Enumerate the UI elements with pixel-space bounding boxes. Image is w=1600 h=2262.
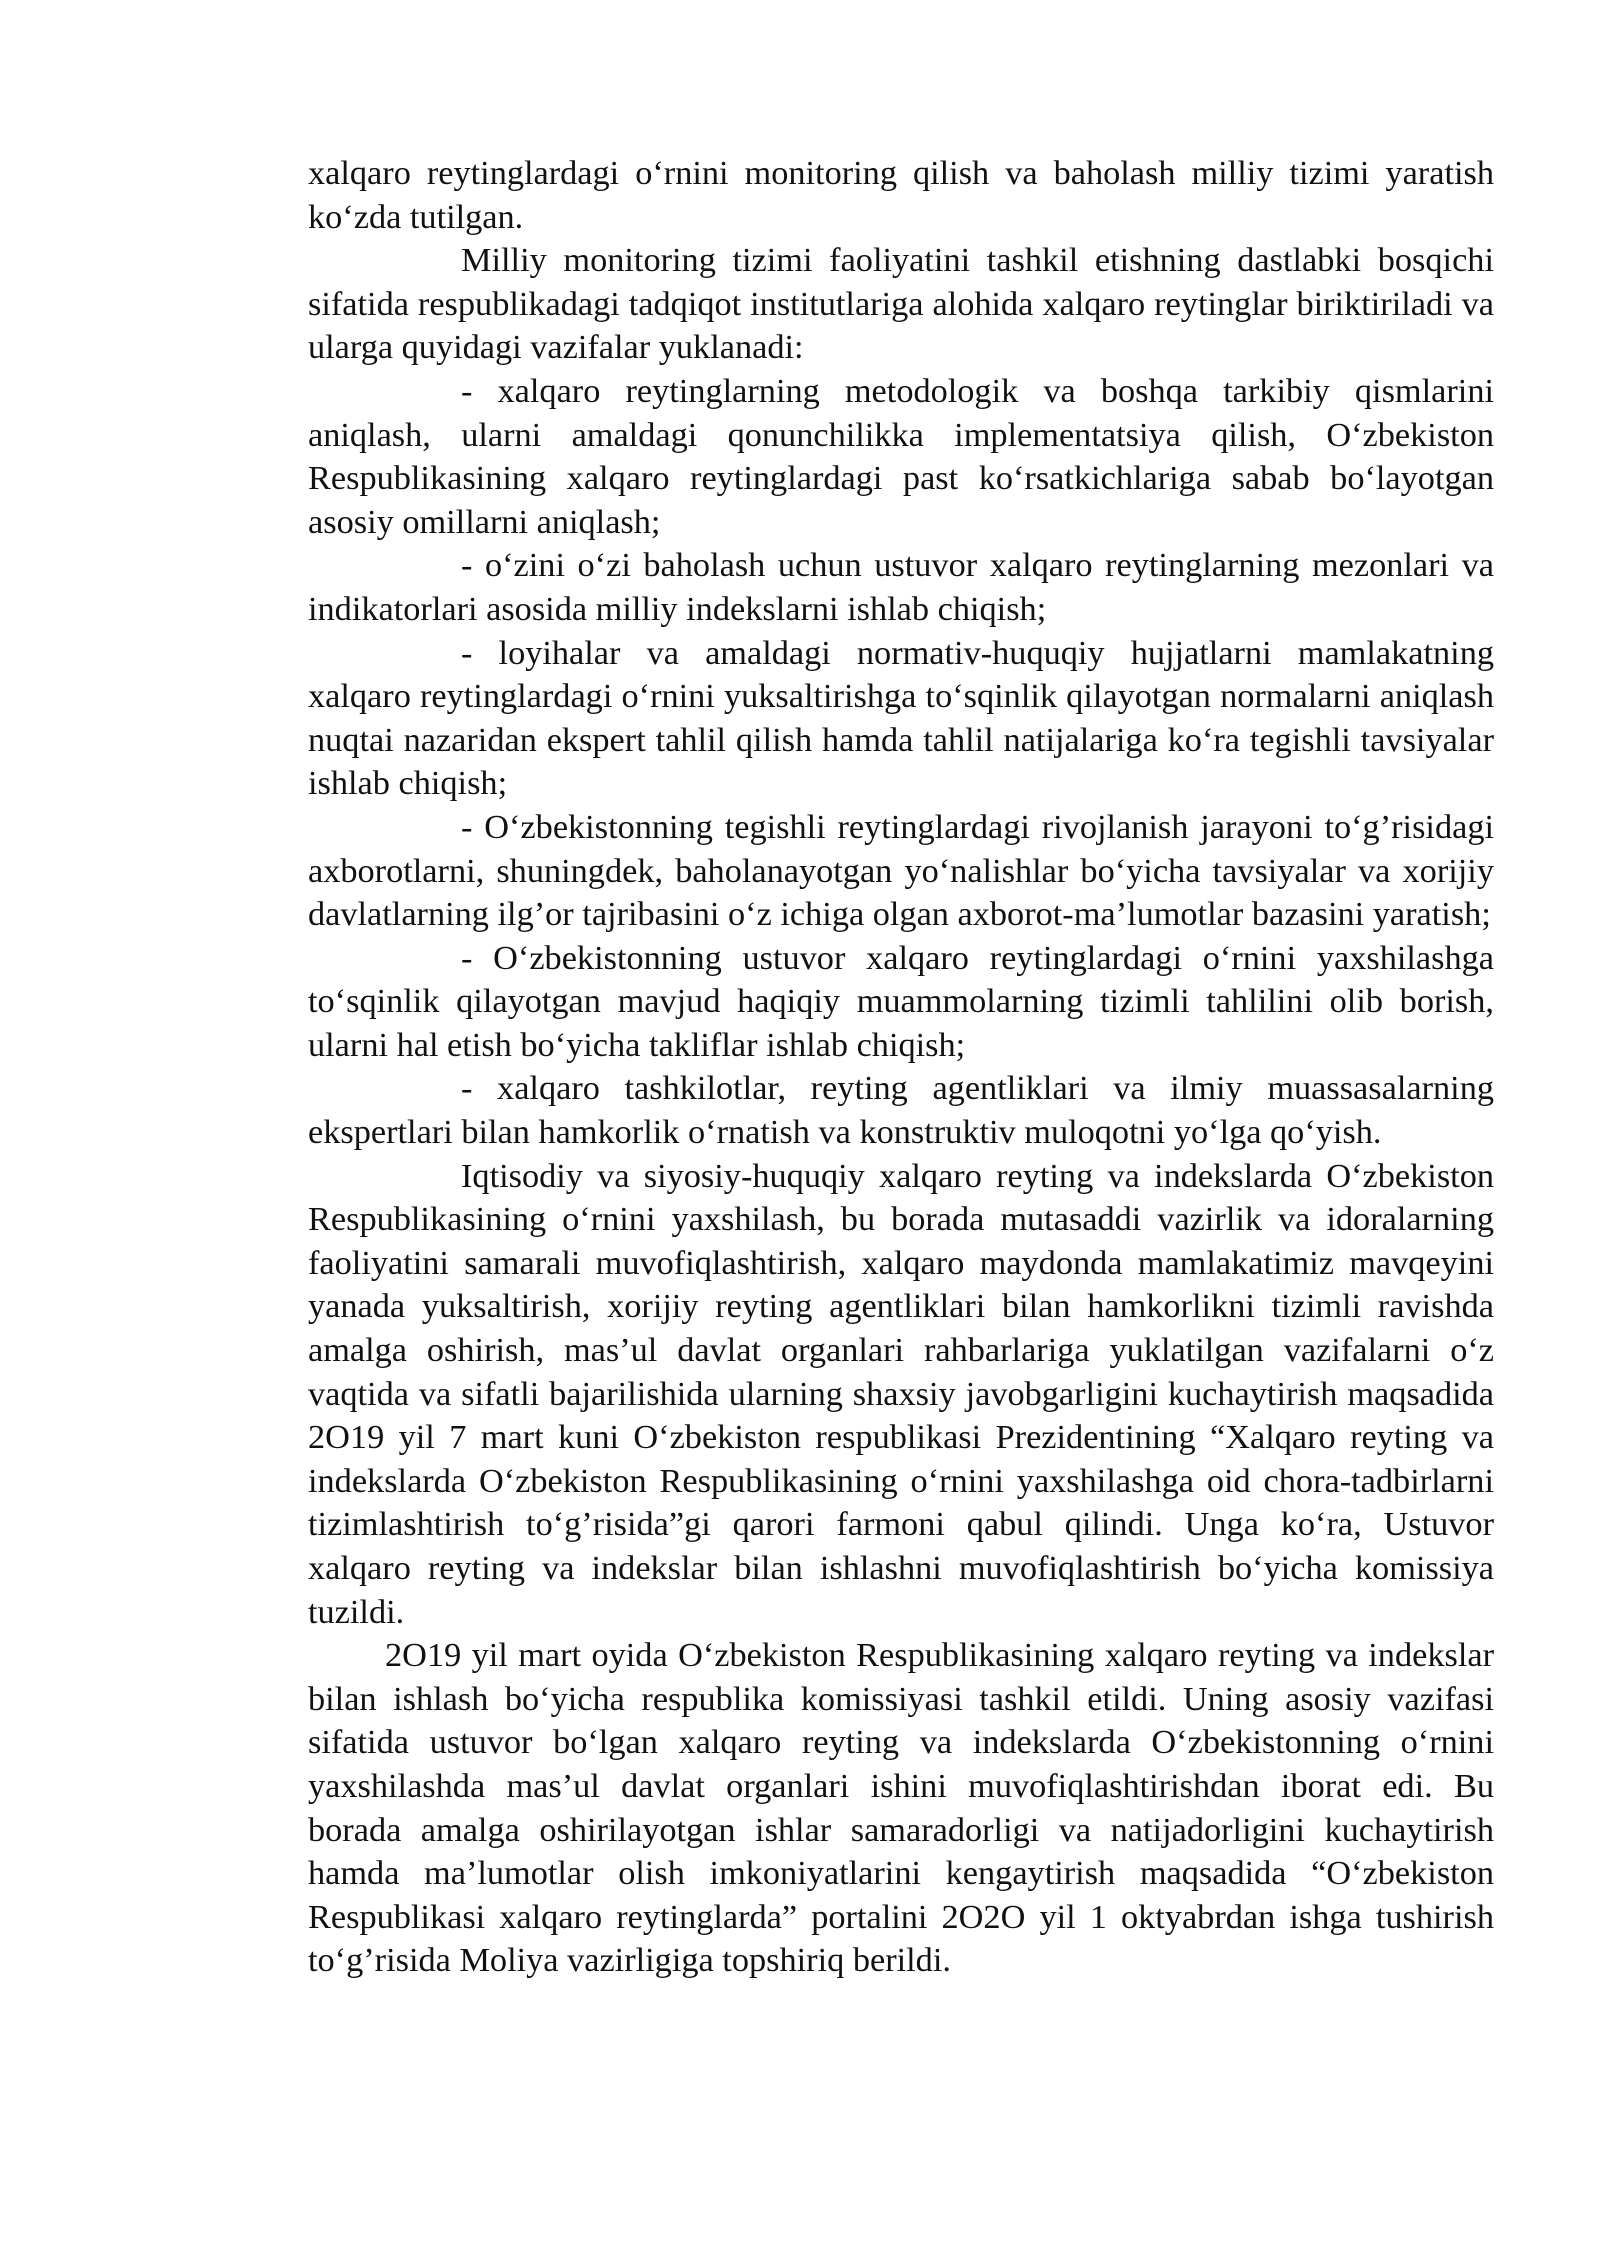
document-page (308, 152, 1494, 1983)
list-item-problem-analysis: - O‘zbekistonning ustuvor xalqaro reytinglardagi o‘rnini yaxshilashga to‘sqinlik qilayotgan mavjud haqiqiy muammolarning tizimli tahlilini olib borish, ularni hal etish bo‘yicha takliflar ishlab chiqish; (308, 938, 1494, 1064)
paragraph-decree: Iqtisodiy va siyosiy-huquqiy xalqaro reyting va indekslarda O‘zbekiston Respublikasining o‘rnini yaxshilash, bu borada mutasaddi vazirlik va idoralarning faoliyatini samarali muvofiqlashtirish, xalqaro maydonda mamlakatimiz mavqeyini yanada yuksaltirish, xorijiy reyting agentliklari bilan hamkorlikni tizimli ravishda amalga oshirish, mas’ul davlat organlari rahbarlariga yuklatilgan vazifalarni o‘z vaqtida va sifatli bajarilishida ularning shaxsiy javobgarligini kuchaytirish maqsadida 2O19 yil 7 mart kuni O‘zbekiston respublikasi Prezidentining “Xalqaro reyting va indekslarda O‘zbekiston Respublikasining o‘rnini yaxshilashga oid chora-tadbirlarni tizimlashtirish to‘g’risida”gi qarori farmoni qabul qilindi. Unga ko‘ra, Ustuvor xalqaro reyting va indekslar bilan ishlashni muvofiqlashtirish bo‘yicha komissiya tuzildi. (308, 1156, 1494, 1631)
list-item-cooperation: - xalqaro tashkilotlar, reyting agentliklari va ilmiy muassasalarning ekspertlari bilan hamkorlik o‘rnatish va konstruktiv muloqotni yo‘lga qo‘yish. (308, 1069, 1494, 1152)
list-item-methodology: - xalqaro reytinglarning metodologik va boshqa tarkibiy qismlarini aniqlash, ularni amaldagi qonunchilikka implementatsiya qilish, O‘zbekiston Respublikasining xalqaro reytinglardagi past ko‘rsatkichlariga sabab bo‘layotgan asosiy omillarni aniqlash; (308, 371, 1494, 541)
list-item-expert-analysis: - loyihalar va amaldagi normativ-huquqiy hujjatlarni mamlakatning xalqaro reytinglardagi o‘rnini yuksaltirishga to‘sqinlik qilayotgan normalarni aniqlash nuqtai nazaridan ekspert tahlil qilish hamda tahlil natijalariga ko‘ra tegishli tavsiyalar ishlab chiqish; (308, 633, 1494, 803)
list-item-self-assessment: - o‘zini o‘zi baholash uchun ustuvor xalqaro reytinglarning mezonlari va indikatorlari asosida milliy indekslarni ishlab chiqish; (308, 546, 1494, 628)
paragraph-commission: 2O19 yil mart oyida O‘zbekiston Respublikasining xalqaro reyting va indekslar bilan ishlash bo‘yicha respublika komissiyasi tashkil etildi. Uning asosiy vazifasi sifatida ustuvor bo‘lgan xalqaro reyting va indekslarda O‘zbekistonning o‘rnini yaxshilashda mas’ul davlat organlari ishini muvofiqlashtirishdan iborat edi. Bu borada amalga oshirilayotgan ishlar samaradorligi va natijadorligini kuchaytirish hamda ma’lumotlar olish imkoniyatlarini kengaytirish maqsadida “O‘zbekiston Respublikasi xalqaro reytinglarda” portalini 2O2O yil 1 oktyabrdan ishga tushirish to‘g’risida Moliya vazirligiga topshiriq berildi. (308, 1636, 1494, 1980)
list-item-database: - O‘zbekistonning tegishli reytinglardagi rivojlanish jarayoni to‘g’risidagi axborotlarni, shuningdek, baholanayotgan yo‘nalishlar bo‘yicha tavsiyalar va xorijiy davlatlarning ilg’or tajribasini o‘z ichiga olgan axborot-ma’lumotlar bazasini yaratish; (308, 807, 1494, 934)
paragraph-continuation: xalqaro reytinglardagi o‘rnini monitoring qilish va baholash milliy tizimi yaratish ko‘zda tutilgan. (308, 154, 1494, 236)
paragraph-monitoring-system: Milliy monitoring tizimi faoliyatini tashkil etishning dastlabki bosqichi sifatida respublikadagi tadqiqot institutlariga alohida xalqaro reytinglar biriktiriladi va ularga quyidagi vazifalar yuklanadi: (308, 241, 1494, 367)
